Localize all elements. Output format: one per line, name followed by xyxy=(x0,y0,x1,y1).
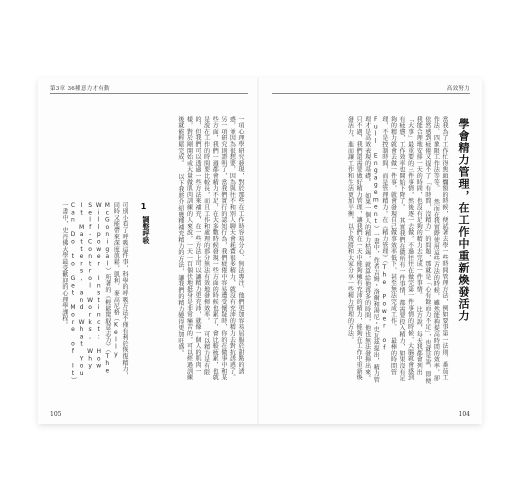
left-header-rule xyxy=(50,93,248,94)
right-paragraph: 其實我們在做所有一件事情，都需要投入精力，如果沒有足夠的精力就會去做一件事，就會發現自己做事效率低下，甚至無法完成工作。 xyxy=(389,116,406,382)
left-paragraph: 另一項研究則證明了，當我們實行的認知行為，我們疲倦中容易遭受懷疑時，你的在做事中和某些方面，我們一週都會精力不足，在大多數時候發現一些方面的時候也累了，會比較疲累，也就是說在工作的時間要比較長，而且工作和處理的部分無法有效地發揮效率。 xyxy=(202,116,227,381)
chapter-title: 學會精力管理，在工作中重新煥發活力 xyxy=(457,118,470,322)
right-body-text xyxy=(298,116,448,384)
section-title: 調整呼吸 xyxy=(142,216,150,244)
right-page xyxy=(260,78,482,424)
right-paragraph: 如果一個人的精力枯竭，就算給他再多的時間，他也無法發揮出來。 xyxy=(363,192,371,382)
right-page-number: 104 xyxy=(458,411,470,418)
section-number: 1. xyxy=(139,202,148,220)
right-closing-paragraph: 只不過，我們還需要做好精力管理，讓我們在一天中能夠擁有充沛的精力，能夠在工作中重新煥發活力，進而讓工作和生活更加平衡，以下我將和大家分享一些精力管理的方法。 xyxy=(346,116,363,381)
right-paragraph: 最棒的時間管理，不是控制時間，而是管理精力。在《精力管理》（The Power of Full Engagement）一書中，作者吉姆・洛爾和湯尼・史瓦茲提出，精力管理才是高效表現的基礎。 xyxy=(363,116,397,383)
right-paragraph: 然而在我實際使用這些方法的時候，雖然能夠提高時間的效率，卻依然感到疲倦又提不了「有時間，沒精力」的問題，那就是「心有餘而力不足」，也就是說，即便我能合理地安排一天的時間，也沒有足夠的精力去完成一件事情。 xyxy=(415,116,440,384)
left-paragraph: 一項心理學研究發現，對於那些在工作時容易分心、無法專注、他們更加容易屈服於甜點的誘惑，並因為很想要，因為與往不和別人聊天會耗費很多精力，就沒有充沛的精力去對抗誘惑了。 xyxy=(228,116,244,381)
left-page-number: 105 xyxy=(50,411,62,418)
left-page xyxy=(38,78,260,424)
right-header-rule xyxy=(272,93,470,94)
right-paragraph: 比方說，每天我都會列出「大事」最重要的三件事情，然後逐一去做，不過往往在做完第一件事情的時候，大腦就會感到有疲憊，工作效率也開始下降了。 xyxy=(398,116,423,381)
left-body-text xyxy=(158,116,244,384)
left-paragraph: 可以精力是有限的，但我們可以透過一些方法來補充，在一些方法上可以讓精力更充沛，就像一個人的肌肉一樣，對於剛開始或大量做肌肉訓練的人來說，一天一百個伏地挺身是非常痛苦的，可以經過訓練後就能輕鬆完成。 xyxy=(176,116,210,381)
left-subsection-text: 可別小看了呼吸這件事，科學的呼吸方法不僅有利於恢復精力，同時又能帶來深度放鬆，凱利．麥高尼格（Kelly McGonigal）所著的《輕鬆駕馭意志力》（The Willpower Instinct: How Self-Control Works, Why It Matters, and What You Can Do to Get More of It）一書中，史丹佛大學最受歡迎的心理學課程。 xyxy=(60,202,128,381)
right-page-header: 高效努力 xyxy=(446,86,470,92)
left-paragraph: 以下我將介紹幾種補充精力的方法，讓我們的精力變得更加旺盛。 xyxy=(176,173,184,357)
left-page-header: 第3章 36種意力才有動 xyxy=(50,86,110,92)
book-spread xyxy=(38,78,482,424)
right-paragraph: 當我為了工作忙得焦頭爛額的時候，便試著去學一些時間管理方法，例如要事第一法則、番茄工作法、四象限工作法等等。 xyxy=(432,116,448,381)
